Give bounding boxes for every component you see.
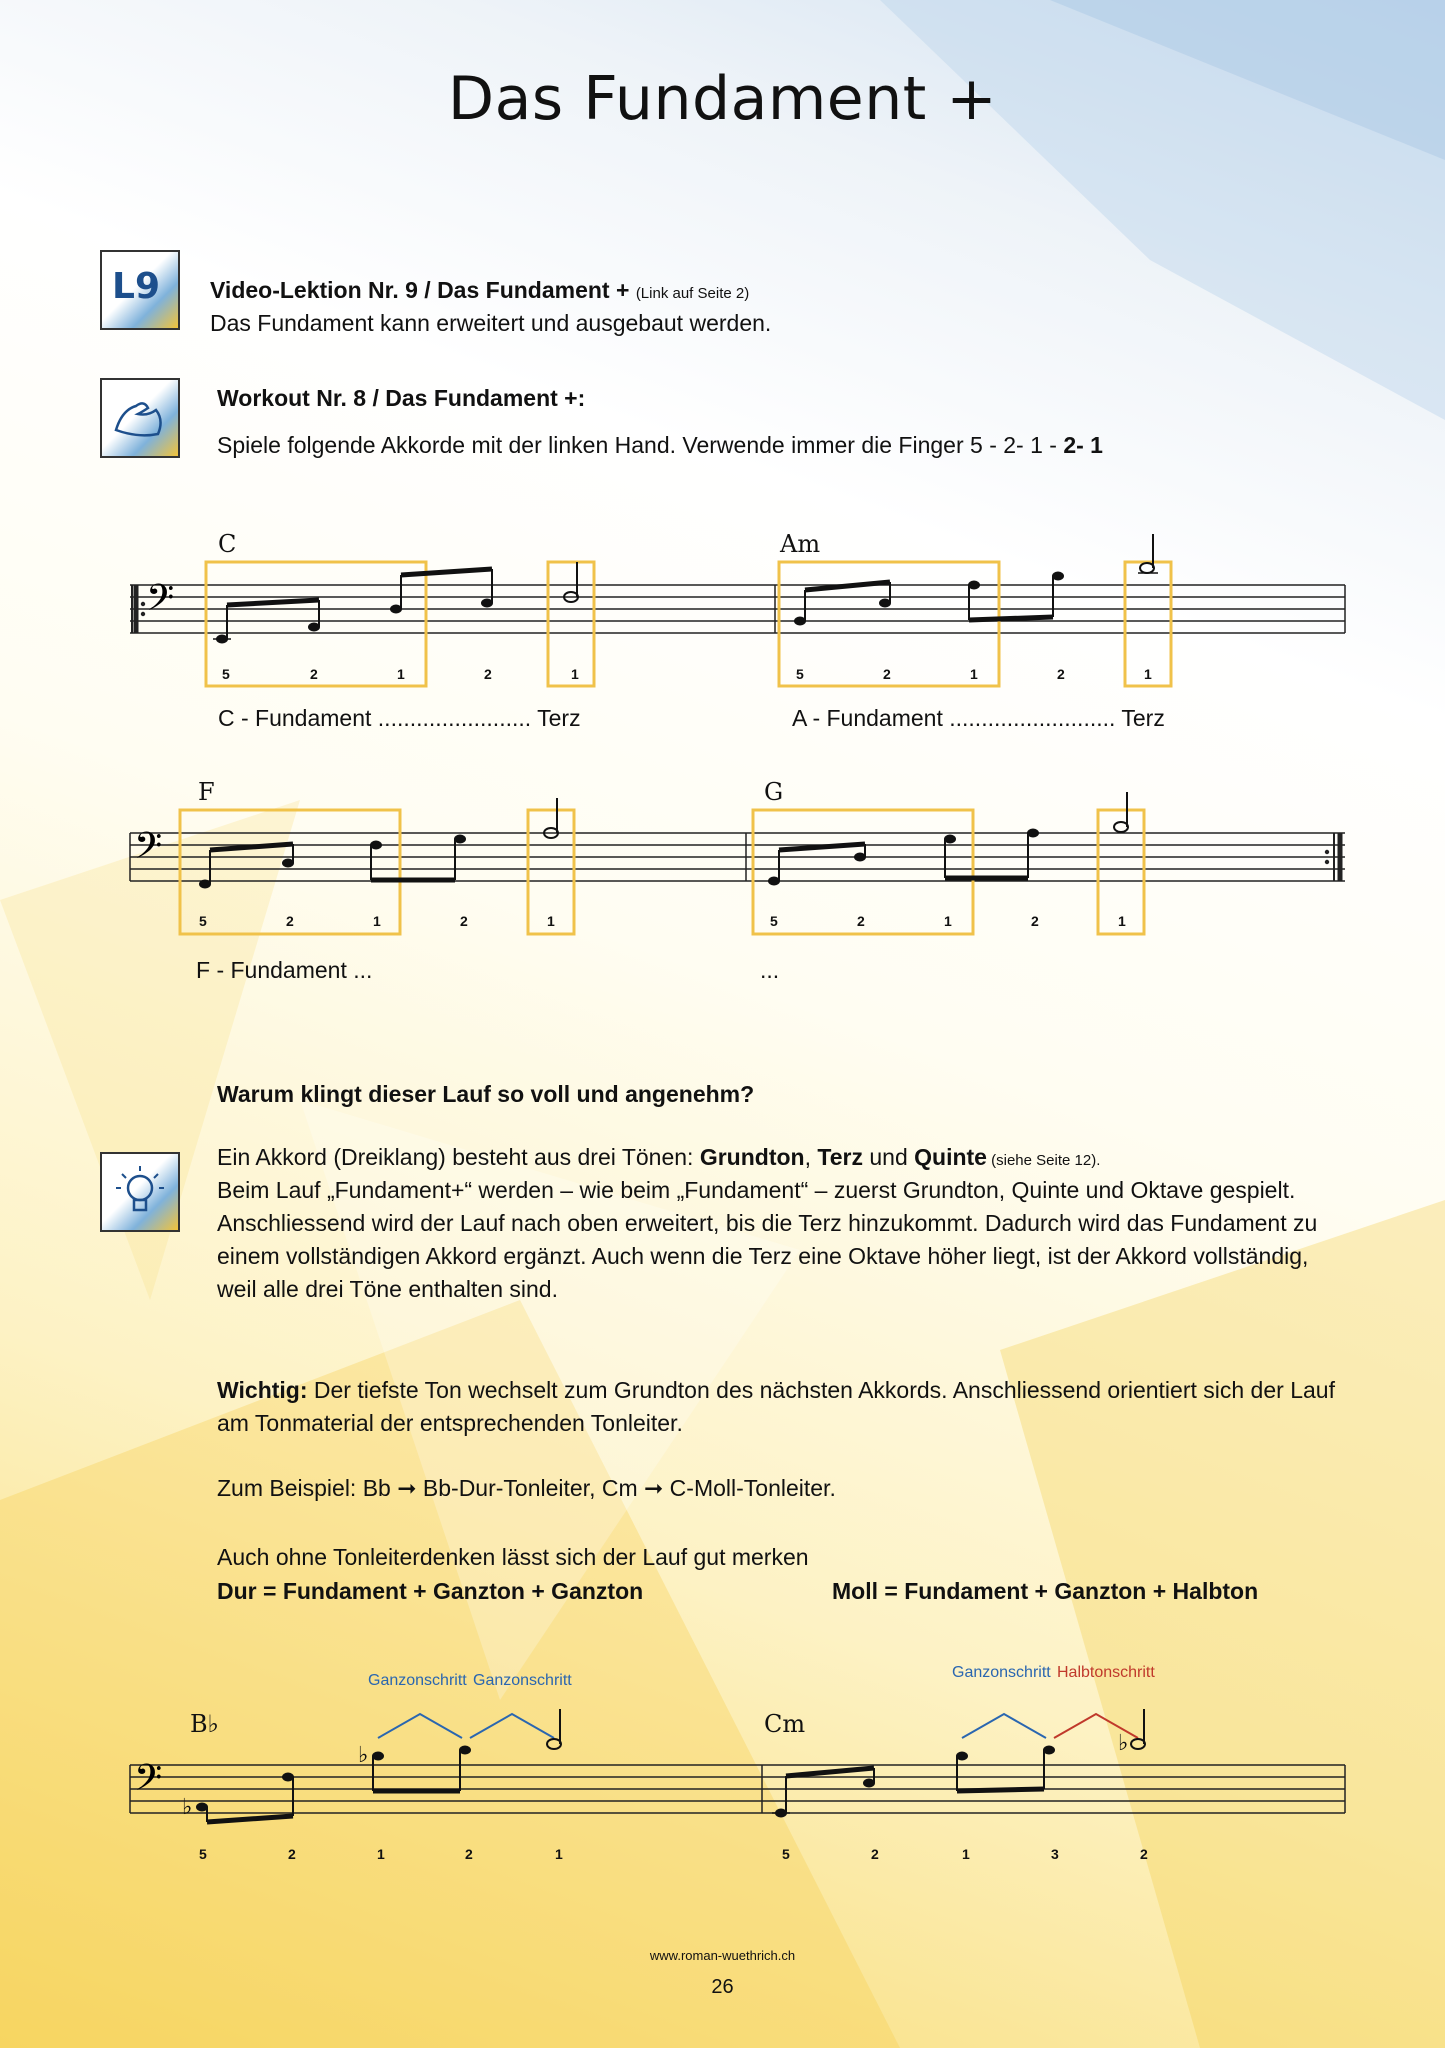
finger-number: 2 xyxy=(484,666,492,682)
finger-number: 2 xyxy=(857,913,865,929)
finger-number: 1 xyxy=(970,666,978,682)
example-text: Zum Beispiel: Bb ➞ Bb-Dur-Tonleiter, Cm ➞ C-Moll-Tonleiter. xyxy=(217,1475,836,1501)
explain-text: Ein Akkord (Dreiklang) besteht aus drei Tönen: xyxy=(217,1144,700,1170)
question-heading: Warum klingt dieser Lauf so voll und angenehm? xyxy=(217,1081,755,1107)
finger-number: 5 xyxy=(199,1846,207,1862)
finger-number: 2 xyxy=(883,666,891,682)
important-line-2: am Tonmaterial der entsprechenden Tonleiter. xyxy=(217,1410,683,1436)
finger-number: 1 xyxy=(373,913,381,929)
workout-heading: Workout Nr. 8 / Das Fundament +: xyxy=(217,385,586,411)
video-heading: Video-Lektion Nr. 9 / Das Fundament + xyxy=(210,277,630,303)
explain-line-3: Anschliessend wird der Lauf nach oben erweitert, bis die Terz hinzukommt. Dadurch wird das Fundament zu xyxy=(217,1210,1318,1236)
finger-number: 1 xyxy=(547,913,555,929)
finger-number: 2 xyxy=(871,1846,879,1862)
finger-number: 5 xyxy=(222,666,230,682)
finger-number: 1 xyxy=(571,666,579,682)
finger-number: 2 xyxy=(286,913,294,929)
important-text: Der tiefste Ton wechselt zum Grundton des nächsten Akkords. Anschliessend orientiert sich der Lauf xyxy=(307,1377,1335,1403)
finger-number: 1 xyxy=(397,666,405,682)
muscle-arm-icon xyxy=(100,378,180,458)
important-line-1 xyxy=(217,1374,1335,1407)
explain-line-1 xyxy=(217,1141,1100,1177)
finger-number: 1 xyxy=(377,1846,385,1862)
finger-number: 2 xyxy=(288,1846,296,1862)
page-number: 26 xyxy=(711,1976,734,1998)
explain-line-4: einem vollständigen Akkord ergänzt. Auch wenn die Terz eine Oktave höher liegt, ist der Akkord vollständig, xyxy=(217,1243,1309,1269)
staff-2 xyxy=(120,768,1350,948)
svg-text:♭: ♭ xyxy=(182,1795,193,1820)
chord-label: F xyxy=(198,778,215,806)
video-text: Das Fundament kann erweitert und ausgebaut werden. xyxy=(210,310,772,336)
term-quinte: Quinte xyxy=(914,1144,987,1170)
page-title: Das Fundament + xyxy=(447,64,998,134)
finger-number: 1 xyxy=(944,913,952,929)
caption-g-fundament: ... xyxy=(760,957,780,983)
bass-clef-icon: 𝄢 xyxy=(146,577,175,628)
staff-3 xyxy=(120,1670,1350,1870)
explain-line-2: Beim Lauf „Fundament+“ werden – wie beim „Fundament“ – zuerst Grundton, Quinte und Oktave gespielt. xyxy=(217,1177,1296,1203)
workout-text-line xyxy=(217,429,1103,462)
explain-text: , xyxy=(804,1144,818,1170)
page-reference: (siehe Seite 12). xyxy=(986,1152,1101,1169)
finger-number: 5 xyxy=(770,913,778,929)
chord-label: B♭ xyxy=(190,1710,219,1738)
bass-clef-icon: 𝄢 xyxy=(134,825,163,876)
footer-url: www.roman-wuethrich.ch xyxy=(649,1948,796,1963)
svg-text:♭: ♭ xyxy=(1118,1731,1129,1756)
chord-label: Am xyxy=(780,530,821,558)
video-lesson-icon xyxy=(100,250,180,330)
finger-number: 5 xyxy=(199,913,207,929)
finger-number: 2 xyxy=(1140,1846,1148,1862)
video-heading-line xyxy=(210,274,749,310)
video-link-note: (Link auf Seite 2) xyxy=(635,285,750,302)
step-label: Ganzonschritt xyxy=(473,1672,572,1689)
step-label: Halbtonschritt xyxy=(1057,1664,1155,1681)
workout-fingers-bold: 2- 1 xyxy=(1063,432,1103,458)
chord-label: C xyxy=(218,530,237,558)
bass-clef-icon: 𝄢 xyxy=(134,1757,163,1808)
finger-number: 2 xyxy=(1057,666,1065,682)
finger-number: 1 xyxy=(962,1846,970,1862)
moll-formula: Moll = Fundament + Ganzton + Halbton xyxy=(832,1578,1259,1604)
step-label: Ganzonschritt xyxy=(952,1664,1051,1681)
caption-f-fundament: F - Fundament ... xyxy=(196,957,373,983)
workout-text: Spiele folgende Akkorde mit der linken Hand. Verwende immer die Finger 5 - 2- 1 - xyxy=(217,432,1064,458)
caption-a-fundament: A - Fundament .......................... Terz xyxy=(792,705,1165,731)
svg-text:♭: ♭ xyxy=(358,1743,369,1768)
term-terz: Terz xyxy=(817,1144,863,1170)
lightbulb-icon xyxy=(100,1152,180,1232)
finger-number: 2 xyxy=(465,1846,473,1862)
staff-1 xyxy=(120,520,1350,700)
step-label: Ganzonschritt xyxy=(368,1672,467,1689)
video-badge: L9 xyxy=(112,266,160,307)
finger-number: 1 xyxy=(1118,913,1126,929)
finger-number: 2 xyxy=(1031,913,1039,929)
dur-formula: Dur = Fundament + Ganzton + Ganzton xyxy=(217,1578,644,1604)
important-label: Wichtig: xyxy=(217,1377,308,1403)
finger-number: 3 xyxy=(1051,1846,1059,1862)
memo-text: Auch ohne Tonleiterdenken lässt sich der Lauf gut merken xyxy=(217,1544,809,1570)
finger-number: 5 xyxy=(782,1846,790,1862)
caption-c-fundament: C - Fundament ........................ Terz xyxy=(218,705,581,731)
finger-number: 5 xyxy=(796,666,804,682)
finger-number: 2 xyxy=(460,913,468,929)
finger-number: 1 xyxy=(1144,666,1152,682)
term-grundton: Grundton xyxy=(699,1144,805,1170)
finger-number: 2 xyxy=(310,666,318,682)
chord-label: Cm xyxy=(764,1710,806,1738)
chord-label: G xyxy=(764,778,784,806)
explain-text: und xyxy=(862,1144,915,1170)
finger-number: 1 xyxy=(555,1846,563,1862)
explain-line-5: weil alle drei Töne enthalten sind. xyxy=(217,1276,558,1302)
